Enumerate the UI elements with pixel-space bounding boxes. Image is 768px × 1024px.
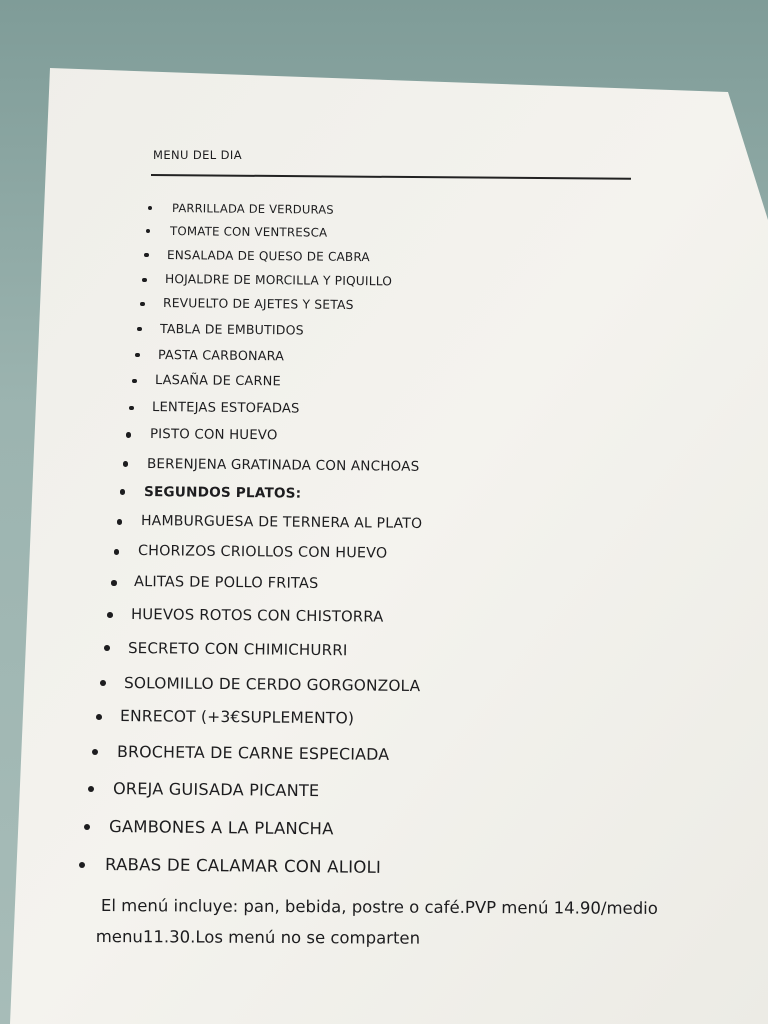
bullet-icon	[140, 302, 145, 307]
second-course-item: RABAS DE CALAMAR CON ALIOLI	[104, 854, 382, 877]
second-course-item: SOLOMILLO DE CERDO GORGONZOLA	[123, 673, 421, 695]
first-course-item: BERENJENA GRATINADA CON ANCHOAS	[146, 455, 420, 475]
footer-line-2: menu11.30.Los menú no se comparten	[95, 926, 421, 948]
bullet-icon	[117, 519, 122, 524]
first-course-item: ENSALADA DE QUESO DE CABRA	[166, 247, 370, 264]
second-course-item: OREJA GUISADA PICANTE	[112, 779, 320, 801]
first-course-item: HOJALDRE DE MORCILLA Y PIQUILLO	[164, 272, 393, 289]
first-course-item: TOMATE CON VENTRESCA	[169, 223, 328, 240]
footer-line-1: El menú incluye: pan, bebida, postre o café.PVP menú 14.90/medio	[100, 896, 658, 918]
second-course-item: GAMBONES A LA PLANCHA	[108, 816, 334, 839]
second-course-item: HAMBURGUESA DE TERNERA AL PLATO	[140, 513, 423, 533]
bullet-icon	[104, 645, 110, 651]
second-course-item: ALITAS DE POLLO FRITAS	[133, 574, 319, 592]
second-course-item: SECRETO CON CHIMICHURRI	[127, 638, 348, 659]
bullet-icon	[126, 432, 131, 437]
bullet-icon	[107, 612, 113, 618]
bullet-icon	[92, 749, 98, 755]
first-course-item: LASAÑA DE CARNE	[154, 373, 281, 390]
second-course-item: HUEVOS ROTOS CON CHISTORRA	[130, 605, 384, 626]
bullet-icon	[123, 461, 128, 466]
first-course-item: LENTEJAS ESTOFADAS	[151, 399, 300, 417]
bullet-icon	[120, 489, 125, 494]
bullet-icon	[100, 680, 106, 686]
menu-footer-note	[96, 890, 696, 955]
bullet-icon	[135, 353, 140, 358]
second-courses-heading: SEGUNDOS PLATOS:	[143, 483, 302, 502]
menu-title: MENU DEL DIA	[153, 148, 242, 162]
bullet-icon	[144, 253, 149, 258]
first-course-item: PARRILLADA DE VERDURAS	[171, 200, 334, 217]
bullet-icon	[111, 580, 117, 586]
first-course-item: TABLA DE EMBUTIDOS	[159, 321, 304, 338]
bullet-icon	[137, 327, 142, 332]
first-course-item: PASTA CARBONARA	[157, 347, 285, 364]
first-course-item: REVUELTO DE AJETES Y SETAS	[162, 296, 354, 313]
second-course-item: BROCHETA DE CARNE ESPECIADA	[116, 742, 390, 765]
second-course-item: CHORIZOS CRIOLLOS CON HUEVO	[137, 543, 388, 562]
first-course-item: PISTO CON HUEVO	[149, 426, 278, 444]
second-course-item: ENRECOT (+3€SUPLEMENTO)	[119, 707, 355, 728]
bullet-icon	[142, 278, 147, 283]
bullet-icon	[96, 714, 102, 720]
